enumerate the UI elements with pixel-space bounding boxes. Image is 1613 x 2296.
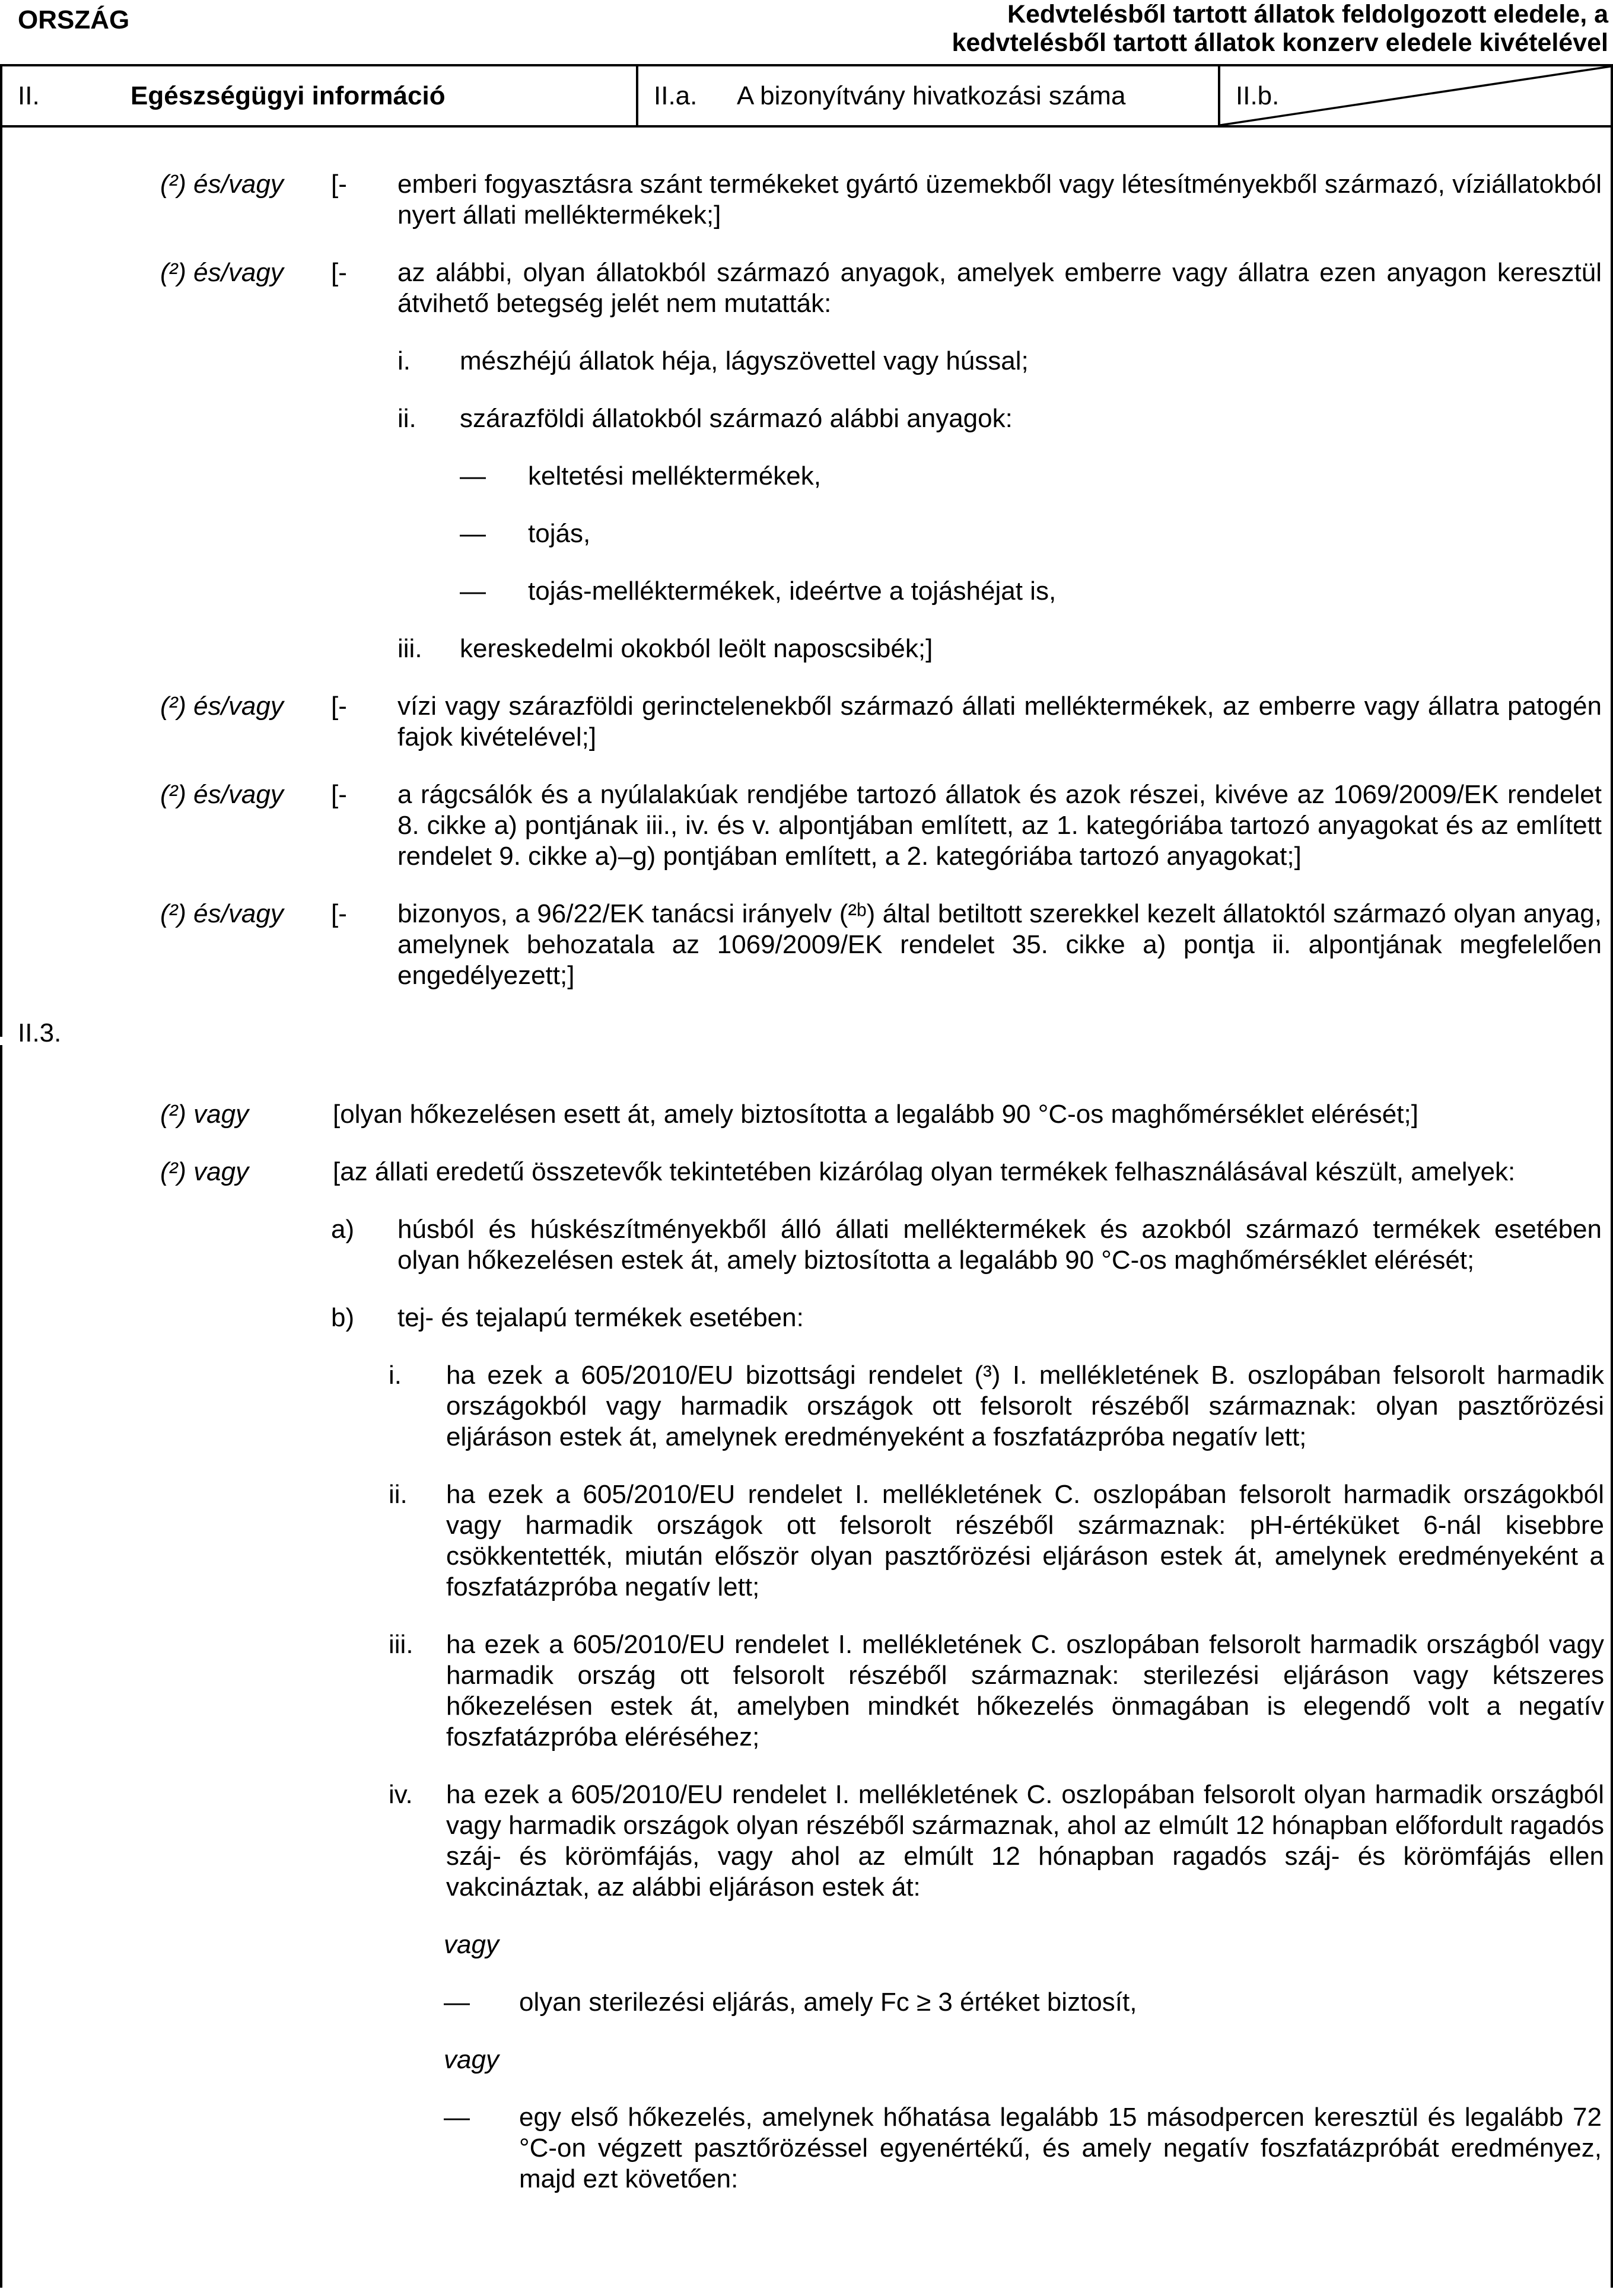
- body-row: [160, 257, 1611, 319]
- clause-text: tojás,: [528, 519, 591, 548]
- open-bracket: [-: [331, 692, 347, 721]
- body-row: [397, 403, 1611, 434]
- item-marker: iii.: [397, 634, 422, 663]
- item-marker: (²) vagy: [160, 1100, 249, 1129]
- certificate-reference-cell: [636, 66, 1218, 125]
- body-row: [389, 1779, 1611, 1903]
- body-row: [160, 779, 1611, 872]
- clause-text: keltetési melléktermékek,: [528, 461, 821, 491]
- body-row: [160, 1099, 1611, 1130]
- clause-text: [olyan hőkezelésen esett át, amely biztosította a legalább 90 °C-os maghőmérséklet elérését;]: [333, 1100, 1418, 1129]
- body-row: [331, 1303, 1611, 1333]
- document-title-line2: kedvtelésből tartott állatok konzerv eledele kivételével: [952, 28, 1608, 57]
- clause-text: ha ezek a 605/2010/EU rendelet I. mellékletének C. oszlopában felsorolt harmadik országból vagy harmadik ország ott felsorolt részéből származnak: sterilezési eljáráson vagy kétszeres hőkezelésen estek át, amelyben mindkét hőkezelés önmagában is elegendő volt a negatív foszfatázpróba eléréséhez;: [446, 1630, 1604, 1752]
- left-border-gap: [0, 1037, 2, 1045]
- item-marker: (²) és/vagy: [160, 780, 284, 809]
- body-row: [389, 1360, 1611, 1453]
- section-title: Egészségügyi információ: [131, 81, 446, 110]
- dash-marker: —: [444, 2103, 470, 2132]
- body-row: [444, 2045, 1611, 2075]
- page-header: [0, 0, 1613, 64]
- item-marker: ii.: [389, 1480, 408, 1509]
- ref-number-text: A bizonyítvány hivatkozási száma: [737, 81, 1126, 110]
- section-number: II.: [18, 81, 40, 110]
- clause-text: kereskedelmi okokból leölt naposcsibék;]: [460, 634, 933, 663]
- item-marker: (²) és/vagy: [160, 258, 284, 287]
- clause-text: vagy: [444, 1930, 499, 1959]
- dash-marker: —: [460, 461, 486, 491]
- item-marker: ii.: [397, 404, 416, 433]
- body-row: [331, 1214, 1611, 1276]
- country-label: ORSZÁG: [18, 5, 130, 34]
- item-marker: b): [331, 1303, 355, 1332]
- body-row: [160, 899, 1611, 991]
- body-row: [397, 633, 1611, 664]
- certificate-header-table: [0, 64, 1613, 128]
- clause-text: [az állati eredetű összetevők tekintetében kizárólag olyan termékek felhasználásával készült, amelyek:: [333, 1157, 1516, 1186]
- item-marker: i.: [397, 346, 411, 375]
- dash-marker: —: [460, 577, 486, 606]
- health-information-cell: [2, 66, 636, 125]
- clause-text: egy első hőkezelés, amelynek hőhatása legalább 15 másodpercen keresztül és legalább 72 °C-on végzett pasztőrözéssel egyenértékű, és amely negatív foszfatázpróbát eredményez, majd ezt követően:: [519, 2103, 1602, 2193]
- dash-marker: —: [460, 519, 486, 548]
- dash-marker: —: [444, 1988, 470, 2017]
- body-row: [444, 1929, 1611, 1960]
- body-row: [460, 576, 1611, 607]
- item-marker: iii.: [389, 1630, 413, 1659]
- open-bracket: [-: [331, 170, 347, 199]
- body-row: [444, 1987, 1611, 2018]
- body-row: [460, 461, 1611, 492]
- body-row: [160, 169, 1611, 231]
- diagonal-strikethrough-line: [1220, 66, 1611, 125]
- clause-text: húsból és húskészítményekből álló állati melléktermékek és azokból származó termékek esetében olyan hőkezelésen estek át, amely biztosította a legalább 90 °C-os maghőmérséklet elérését;: [397, 1215, 1602, 1275]
- body-rows: [2, 169, 1611, 2195]
- open-bracket: [-: [331, 899, 347, 928]
- document-title: [600, 0, 1608, 57]
- clause-text: a rágcsálók és a nyúlalakúak rendjébe tartozó állatok és azok részei, kivéve az 1069/2009/EK rendelet 8. cikke a) pontjának iii., iv. és v. alpontjában említett, az 1. kategóriába tartozó anyagokat és az említett rendelet 9. cikke a)–g) pontjában említett, a 2. kategóriába tartozó anyagokat;]: [397, 780, 1602, 871]
- clause-text: olyan sterilezési eljárás, amely Fc ≥ 3 értéket biztosít,: [519, 1988, 1137, 2017]
- clause-text: emberi fogyasztásra szánt termékeket gyártó üzemekből vagy létesítményekből származó, víziállatokból nyert állati melléktermékek;]: [397, 170, 1602, 230]
- section-number-label: II.3.: [18, 1018, 62, 1047]
- clause-text: szárazföldi állatokból származó alábbi anyagok:: [460, 404, 1013, 433]
- clause-text: ha ezek a 605/2010/EU rendelet I. mellékletének C. oszlopában felsorolt harmadik országokból vagy harmadik országok ott felsorolt részéből származnak: pH-értéküket 6-nál kisebbre csökkentették, miután először olyan pasztőrözési eljáráson estek át, amelynek eredményeként a foszfatázpróba negatív lett;: [446, 1480, 1604, 1601]
- item-marker: (²) és/vagy: [160, 170, 284, 199]
- local-ref-label: II.b.: [1236, 81, 1280, 110]
- item-marker: a): [331, 1215, 355, 1244]
- section-label-row: [18, 1018, 1611, 1049]
- body-row: [389, 1629, 1611, 1753]
- item-marker: (²) és/vagy: [160, 899, 284, 928]
- ref-number-label: II.a.: [654, 81, 698, 110]
- open-bracket: [-: [331, 258, 347, 287]
- item-marker: i.: [389, 1361, 402, 1390]
- clause-text: bizonyos, a 96/22/EK tanácsi irányelv (²ᵇ) által betiltott szerekkel kezelt állatoktól származó olyan anyag, amelynek behozatala az 1069/2009/EK rendelet 35. cikke a) pontja ii. alpontjának megfelelően engedélyezett;]: [397, 899, 1602, 990]
- item-marker: iv.: [389, 1780, 413, 1809]
- body-row: [444, 2102, 1611, 2195]
- clause-text: tej- és tejalapú termékek esetében:: [397, 1303, 804, 1332]
- open-bracket: [-: [331, 780, 347, 809]
- clause-text: tojás-melléktermékek, ideértve a tojáshéjat is,: [528, 577, 1057, 606]
- body-row: [397, 346, 1611, 377]
- body-row: [160, 691, 1611, 753]
- clause-text: vízi vagy szárazföldi gerinctelenekből származó állati melléktermékek, az emberre vagy állatra patogén fajok kivételével;]: [397, 692, 1602, 751]
- clause-text: vagy: [444, 2045, 499, 2074]
- clause-text: ha ezek a 605/2010/EU rendelet I. mellékletének C. oszlopában felsorolt olyan harmadik országból vagy harmadik országok olyan részéből származnak, ahol az elmúlt 12 hónapban előfordult ragadós száj- és körömfájás, vagy ahol az elmúlt 12 hónapban ragadós száj- és körömfájás ellen vakcináztak, az alábbi eljáráson estek át:: [446, 1780, 1604, 1902]
- clause-text: az alábbi, olyan állatokból származó anyagok, amelyek emberre vagy állatra ezen anyagon keresztül átvihető betegség jelét nem mutatták:: [397, 258, 1602, 318]
- item-marker: (²) vagy: [160, 1157, 249, 1186]
- document-title-line1: Kedvtelésből tartott állatok feldolgozott eledele, a: [1007, 0, 1608, 28]
- clause-text: ha ezek a 605/2010/EU bizottsági rendelet (³) I. mellékletének B. oszlopában felsorolt harmadik országokból vagy harmadik országok ott felsorolt részéből származnak: olyan pasztőrözési eljáráson estek át, amelynek eredményeként a foszfatázpróba negatív lett;: [446, 1361, 1604, 1451]
- certificate-body: [0, 128, 1613, 2288]
- body-row: [460, 518, 1611, 549]
- clause-text: mészhéjú állatok héja, lágyszövettel vagy hússal;: [460, 346, 1029, 375]
- item-marker: (²) és/vagy: [160, 692, 284, 721]
- body-row: [389, 1479, 1611, 1603]
- local-reference-cell: [1218, 66, 1611, 125]
- body-row: [160, 1157, 1611, 1187]
